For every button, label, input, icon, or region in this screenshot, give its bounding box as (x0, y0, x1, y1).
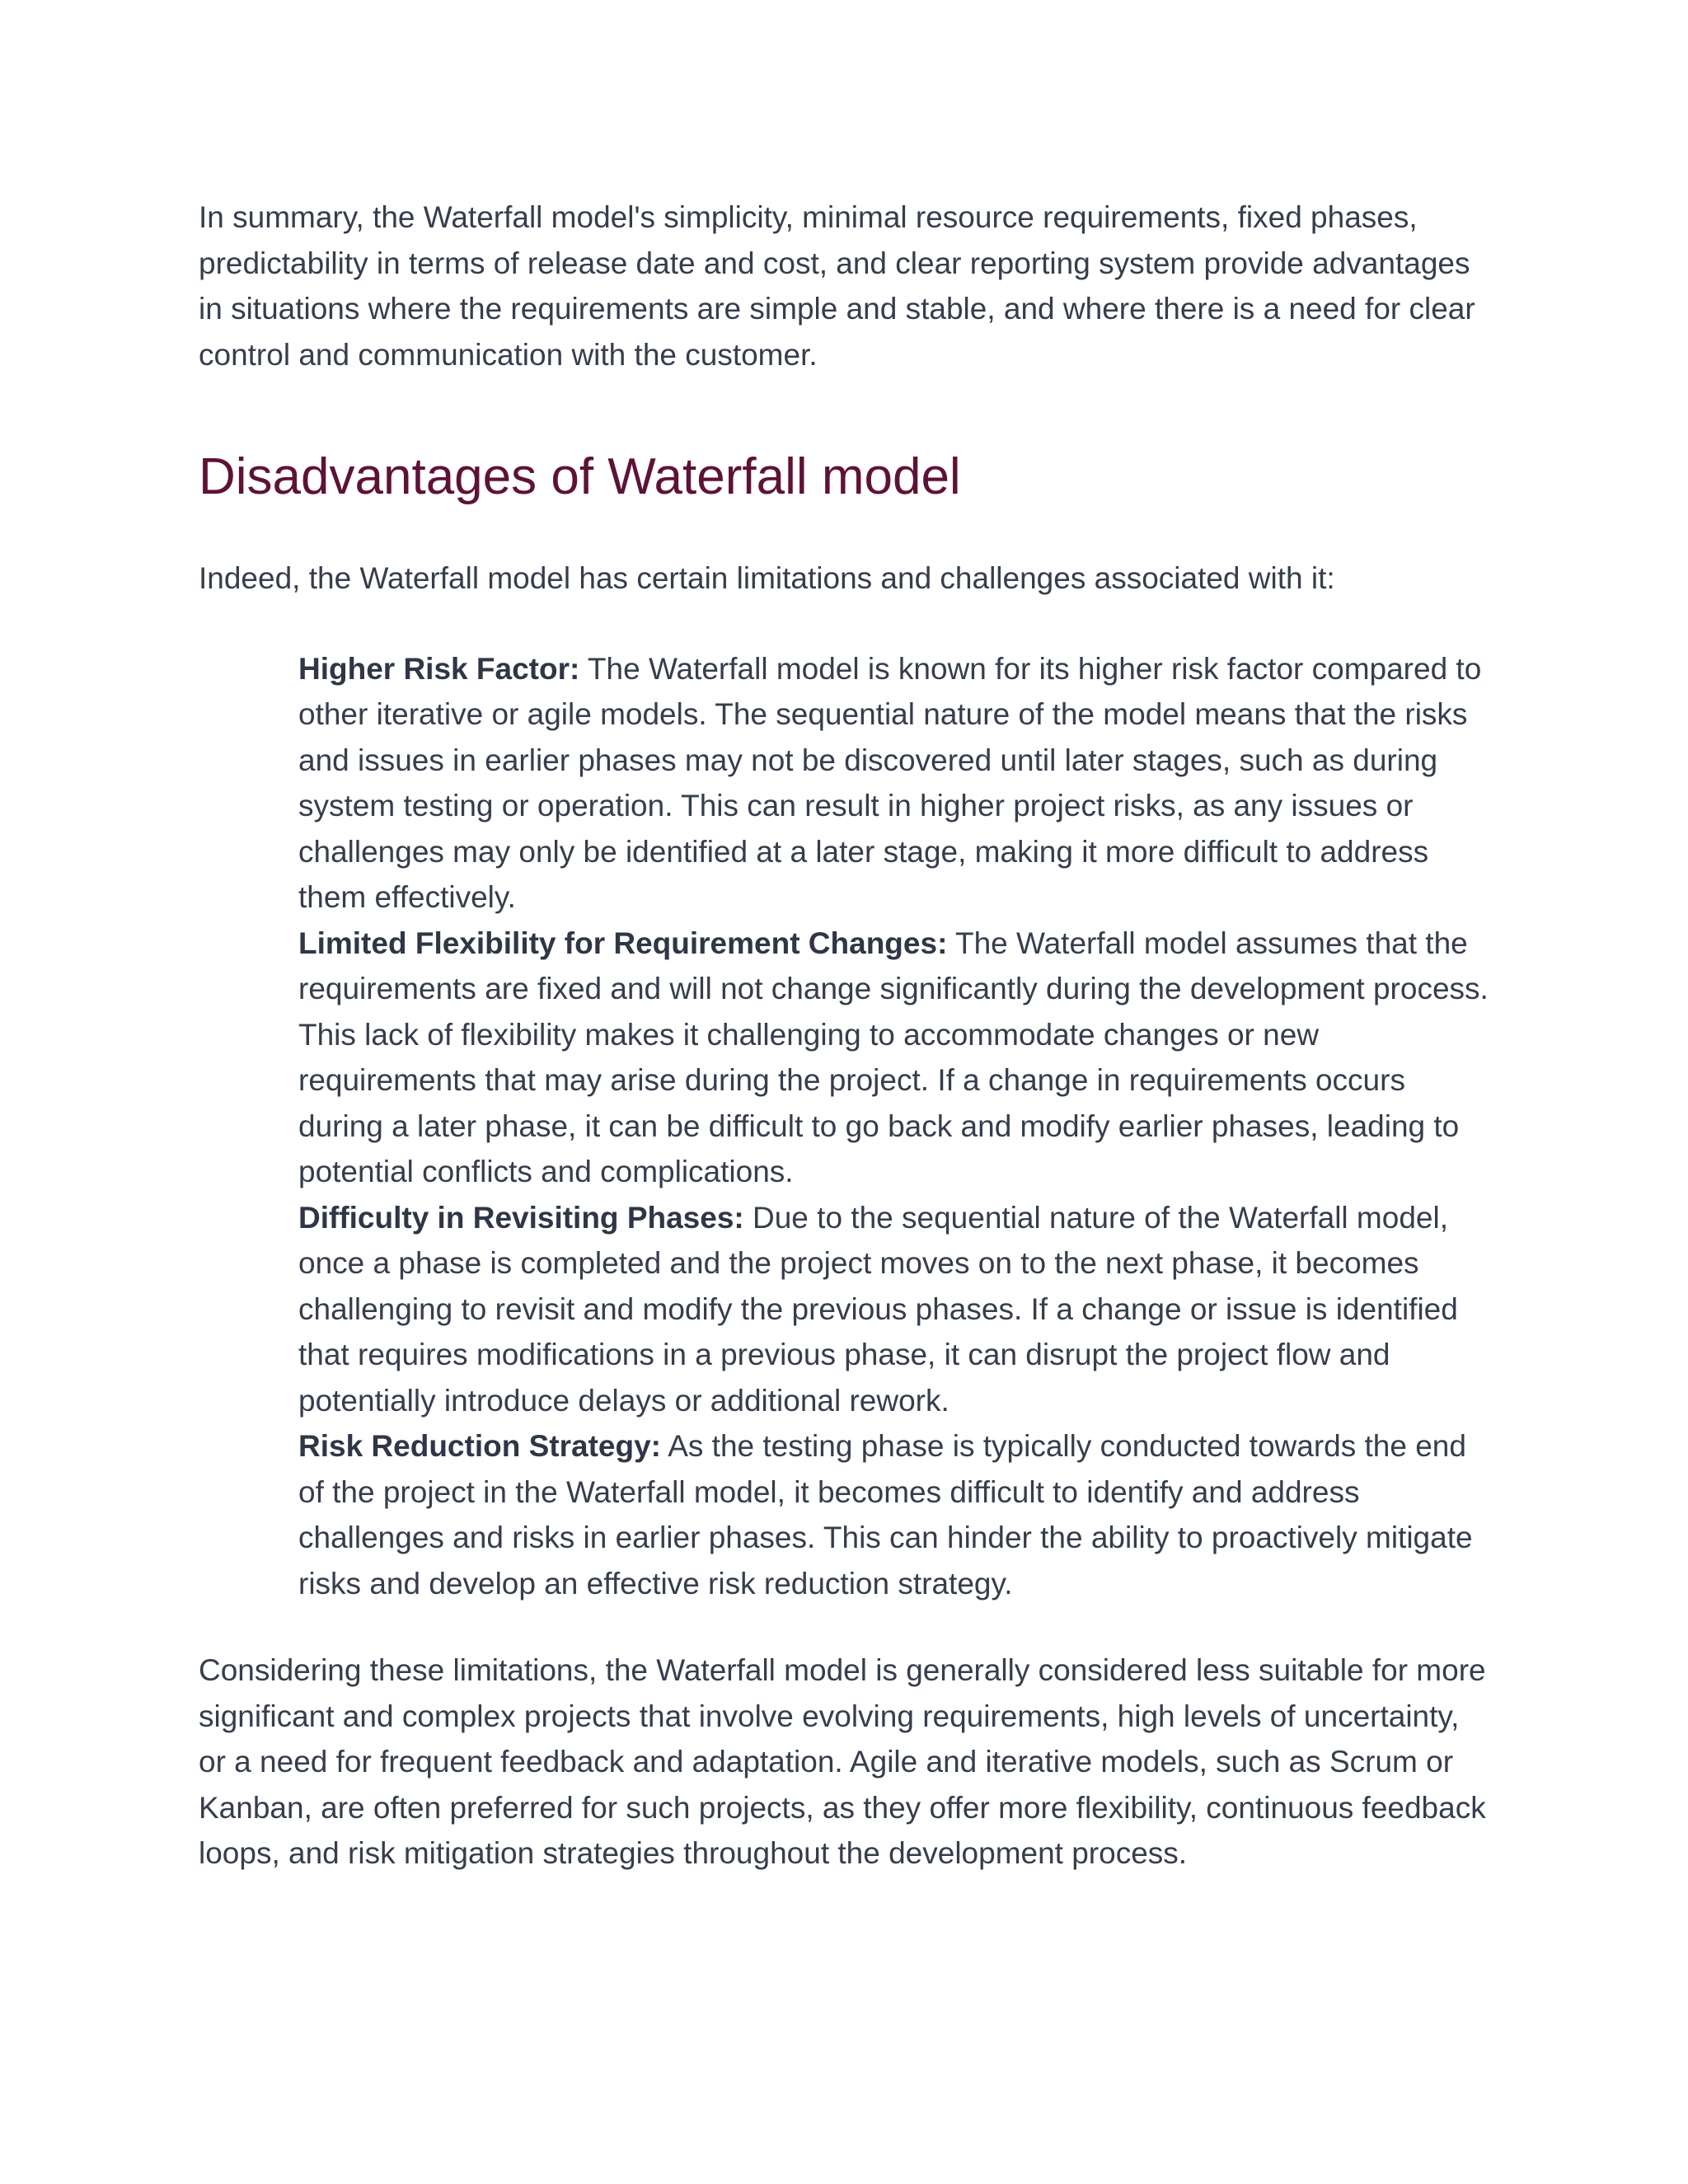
disadvantages-list (199, 646, 1493, 1607)
list-item-term: Difficulty in Revisiting Phases: (298, 1200, 744, 1235)
list-item-text: Due to the sequential nature of the Waterfall model, once a phase is completed and the project moves on to the next phase, it becomes challenging to revisit and modify the previous phases. If a change or issue is identified that requires modifications in a previous phase, it can disrupt the project flow and potentially introduce delays or additional rework. (298, 1200, 1458, 1418)
list-item-text: The Waterfall model is known for its higher risk factor compared to other iterative or agile models. The sequential nature of the model means that the risks and issues in earlier phases may not be discovered until later stages, such as during system testing or operation. This can result in higher project risks, as any issues or challenges may only be identified at a later stage, making it more difficult to address them effectively. (298, 651, 1482, 914)
list-item-term: Risk Reduction Strategy: (298, 1429, 661, 1463)
list-item-term: Limited Flexibility for Requirement Changes: (298, 926, 948, 960)
summary-paragraph: In summary, the Waterfall model's simplicity, minimal resource requirements, fixed phases, predictability in terms of release date and cost, and clear reporting system provide advantages in situations where the requirements are simple and stable, and where there is a need for clear control and communication with the customer. (199, 200, 1475, 372)
list-item (298, 921, 1493, 1195)
list-item-term: Higher Risk Factor: (298, 651, 580, 686)
list-item (298, 1423, 1493, 1606)
section-heading: Disadvantages of Waterfall model (199, 448, 961, 505)
list-item (298, 646, 1493, 921)
list-item-text: The Waterfall model assumes that the requirements are fixed and will not change significantly during the development process. This lack of flexibility makes it challenging to accommodate changes or new requirements that may arise during the project. If a change in requirements occurs during a later phase, it can be difficult to go back and modify earlier phases, leading to potential conflicts and complications. (298, 926, 1489, 1188)
document-page (199, 194, 1493, 1877)
closing-paragraph: Considering these limitations, the Waterfall model is generally considered less suitable for more significant and complex projects that involve evolving requirements, high levels of uncertainty, or a need for frequent feedback and adaptation. Agile and iterative models, such as Scrum or Kanban, are often preferred for such projects, as they offer more flexibility, continuous feedback loops, and risk mitigation strategies throughout the development process. (199, 1653, 1486, 1870)
intro-paragraph: Indeed, the Waterfall model has certain limitations and challenges associated with it: (199, 561, 1335, 595)
list-item-text: As the testing phase is typically conducted towards the end of the project in the Waterfall model, it becomes difficult to identify and address challenges and risks in earlier phases. This can hinder the ability to proactively mitigate risks and develop an effective risk reduction strategy. (298, 1429, 1473, 1601)
list-item (298, 1195, 1493, 1424)
